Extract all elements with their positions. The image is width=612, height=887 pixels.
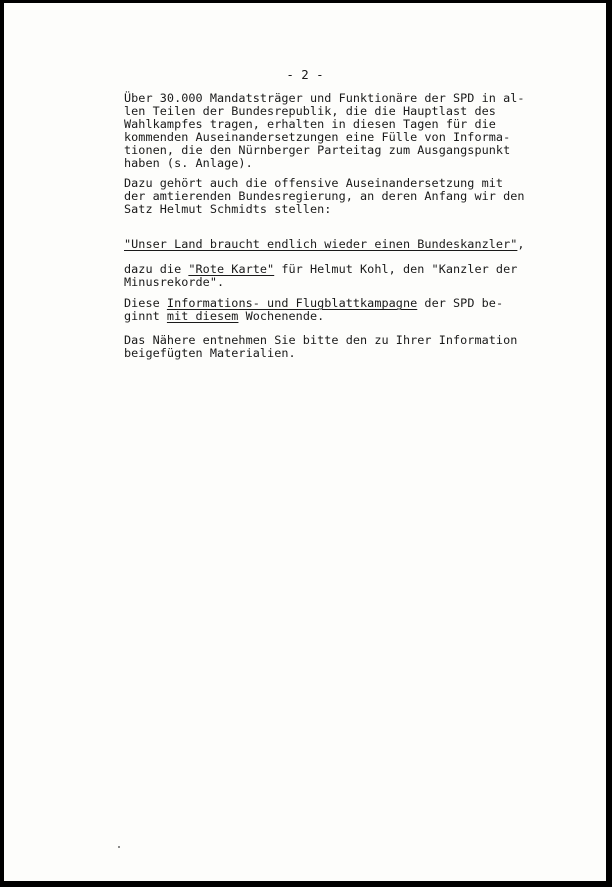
paragraph-2-line-1: Dazu gehört auch die offensive Auseinandersetzung mit bbox=[124, 176, 504, 190]
paragraph-4-text-d: ginnt bbox=[124, 309, 167, 323]
scan-speck bbox=[118, 846, 120, 848]
paragraph-4-line-2 bbox=[124, 310, 324, 323]
rote-karte-text: "Rote Karte" bbox=[188, 262, 275, 276]
paragraph-1-line-4: kommenden Auseinandersetzungen eine Fülle von Informa- bbox=[124, 130, 511, 144]
page-number: - 2 - bbox=[286, 67, 324, 82]
paragraph-4-text-a: Diese bbox=[124, 296, 167, 310]
paragraph-2-line-2: der amtierenden Bundesregierung, an deren Anfang wir den bbox=[124, 189, 525, 203]
paragraph-4-text-c: der SPD be- bbox=[417, 296, 504, 310]
document-page bbox=[4, 3, 606, 881]
paragraph-3-text-a: dazu die bbox=[124, 262, 189, 276]
paragraph-5-line-1: Das Nähere entnehmen Sie bitte den zu Ihrer Information bbox=[124, 333, 518, 347]
paragraph-1-line-6: haben (s. Anlage). bbox=[124, 156, 253, 170]
paragraph-3-text-c: für Helmut Kohl, den "Kanzler der bbox=[274, 262, 518, 276]
paragraph-1-line-3: Wahlkampfes tragen, erhalten in diesen Tagen für die bbox=[124, 117, 496, 131]
paragraph-5-line-2: beigefügten Materialien. bbox=[124, 346, 296, 360]
paragraph-2-line-3: Satz Helmut Schmidts stellen: bbox=[124, 202, 332, 216]
quote-line bbox=[124, 238, 525, 251]
paragraph-1-line-1: Über 30.000 Mandatsträger und Funktionäre der SPD in al- bbox=[124, 91, 525, 105]
paragraph-3-line-2: Minusrekorde". bbox=[124, 275, 225, 289]
paragraph-1-line-5: tionen, die den Nürnberger Parteitag zum Ausgangspunkt bbox=[124, 143, 511, 157]
paragraph-4-text-e: Wochenende. bbox=[238, 309, 325, 323]
campaign-text: Informations- und Flugblattkampagne bbox=[166, 296, 418, 310]
mit-diesem-text: mit diesem bbox=[166, 309, 239, 323]
quote-trail: , bbox=[517, 237, 525, 251]
quote-text: "Unser Land braucht endlich wieder einen Bundeskanzler" bbox=[124, 237, 518, 251]
paragraph-1-line-2: len Teilen der Bundesrepublik, die die Hauptlast des bbox=[124, 104, 496, 118]
